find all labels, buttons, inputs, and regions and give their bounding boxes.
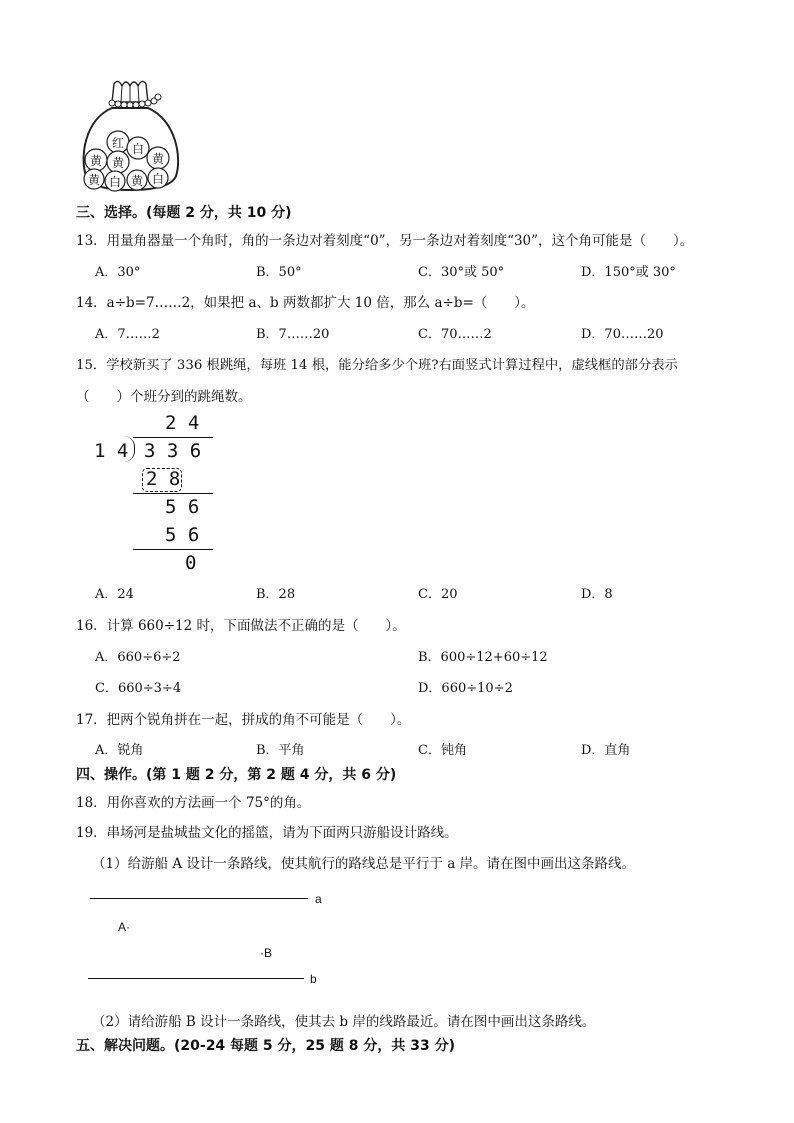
division-line bbox=[133, 549, 213, 550]
q16-option-c[interactable]: C．660÷3÷4 bbox=[95, 681, 182, 696]
ball-label: 黄 bbox=[111, 156, 125, 170]
division-dividend: 3 3 6 bbox=[144, 440, 202, 462]
division-step-3: 5 6 bbox=[165, 524, 200, 546]
section-4-heading: 四、操作。(第 1 题 2 分，第 2 题 4 分，共 6 分) bbox=[76, 767, 397, 783]
division-bracket bbox=[124, 436, 135, 462]
q17-option-a[interactable]: A．锐角 bbox=[95, 743, 144, 758]
division-bar bbox=[133, 437, 213, 438]
q17-option-b[interactable]: B．平角 bbox=[256, 743, 305, 758]
question-15-line-2: （ ）个班分到的跳绳数。 bbox=[76, 389, 252, 405]
q14-option-c[interactable]: C．70……2 bbox=[418, 327, 492, 342]
ball-label: 白 bbox=[131, 142, 145, 156]
question-15-line-1: 15．学校新买了 336 根跳绳，每班 14 根，能分给多少个班?右面竖式计算过程中，虚线框的部分表示 bbox=[76, 358, 678, 373]
question-14: 14．a÷b=7……2，如果把 a、b 两数都扩大 10 倍，那么 a÷b=（ ）。 bbox=[76, 295, 535, 311]
q16-option-d[interactable]: D．660÷10÷2 bbox=[418, 681, 513, 696]
long-division-figure bbox=[88, 410, 218, 580]
ball-label: 白 bbox=[108, 175, 122, 189]
ball-label: 黄 bbox=[130, 174, 144, 188]
q14-option-b[interactable]: B．7……20 bbox=[256, 327, 330, 342]
ball-label: 黄 bbox=[151, 152, 165, 166]
q14-option-a[interactable]: A．7……2 bbox=[95, 327, 160, 342]
question-19: 19．串场河是盐城盐文化的摇篮，请为下面两只游船设计路线。 bbox=[76, 825, 458, 841]
division-step-2: 5 6 bbox=[165, 496, 200, 518]
division-divisor: 1 4 bbox=[94, 440, 129, 462]
division-line bbox=[133, 493, 213, 494]
division-remainder: 0 bbox=[185, 552, 197, 574]
ball-bag-figure bbox=[78, 76, 186, 194]
q13-option-b[interactable]: B．50° bbox=[256, 265, 302, 280]
q17-option-c[interactable]: C．钝角 bbox=[418, 743, 467, 758]
q15-option-b[interactable]: B．28 bbox=[256, 587, 296, 602]
q13-option-a[interactable]: A．30° bbox=[95, 265, 141, 280]
q17-option-d[interactable]: D．直角 bbox=[581, 743, 631, 758]
ball-label: 黄 bbox=[87, 173, 101, 187]
q16-option-a[interactable]: A．660÷6÷2 bbox=[95, 650, 181, 665]
boat-a-point: A· bbox=[118, 920, 130, 934]
boat-b-point: ·B bbox=[260, 946, 272, 960]
question-19-part-1: （1）给游船 A 设计一条路线，使其航行的路线总是平行于 a 岸。请在图中画出这条路线。 bbox=[92, 856, 636, 872]
bank-b-line bbox=[88, 978, 304, 979]
bank-b-label: b bbox=[310, 972, 317, 986]
q13-option-c[interactable]: C．30°或 50° bbox=[418, 265, 505, 280]
q15-option-c[interactable]: C．20 bbox=[418, 587, 458, 602]
division-quotient: 2 4 bbox=[165, 412, 200, 434]
question-19-part-2: （2）请给游船 B 设计一条路线，使其去 b 岸的线路最近。请在图中画出这条路线。 bbox=[92, 1014, 596, 1030]
bank-a-line bbox=[90, 898, 308, 899]
question-18: 18．用你喜欢的方法画一个 75°的角。 bbox=[76, 795, 311, 811]
ball-label: 黄 bbox=[89, 154, 103, 168]
ball-label: 红 bbox=[111, 136, 125, 150]
question-16: 16．计算 660÷12 时，下面做法不正确的是（ ）。 bbox=[76, 618, 406, 634]
division-step-1: 2 8 bbox=[146, 468, 181, 490]
q15-option-a[interactable]: A．24 bbox=[95, 587, 134, 602]
river-figure bbox=[84, 888, 334, 988]
q16-option-b[interactable]: B．600÷12+60÷12 bbox=[418, 650, 548, 665]
q13-option-d[interactable]: D．150°或 30° bbox=[581, 265, 676, 280]
question-17: 17．把两个锐角拼在一起，拼成的角不可能是（ ）。 bbox=[76, 712, 411, 728]
q15-option-d[interactable]: D．8 bbox=[581, 587, 613, 602]
section-3-heading: 三、选择。(每题 2 分，共 10 分) bbox=[76, 205, 292, 221]
question-13: 13．用量角器量一个角时，角的一条边对着刻度“0”，另一条边对着刻度“30”，这个角可能是（ ）。 bbox=[76, 233, 694, 249]
q14-option-d[interactable]: D．70……20 bbox=[581, 327, 664, 342]
bank-a-label: a bbox=[315, 892, 322, 906]
section-5-heading: 五、解决问题。(20-24 每题 5 分，25 题 8 分，共 33 分) bbox=[76, 1038, 456, 1054]
ball-label: 白 bbox=[151, 172, 165, 186]
